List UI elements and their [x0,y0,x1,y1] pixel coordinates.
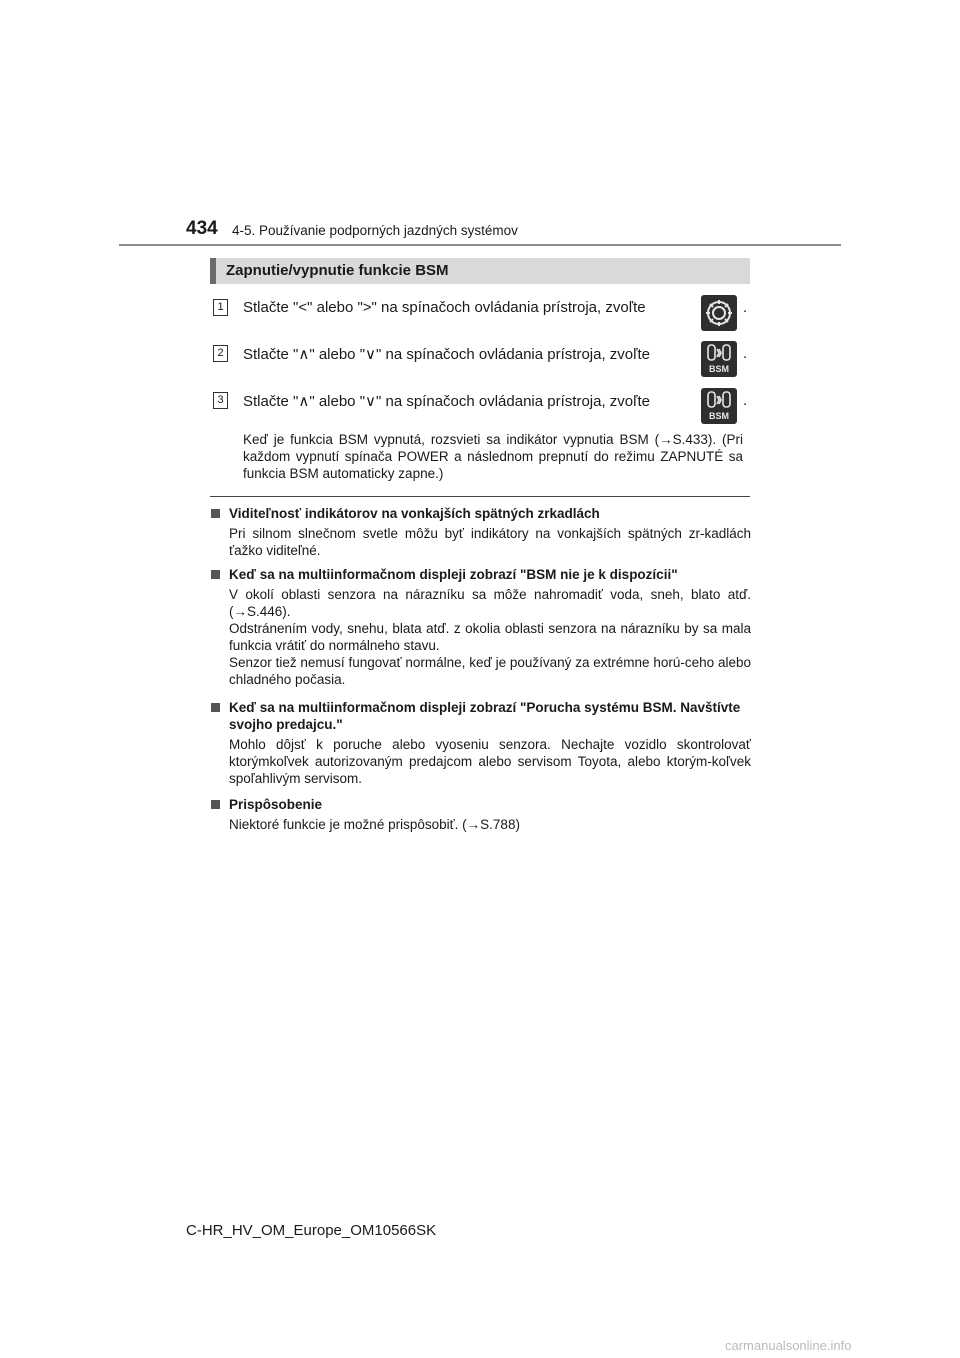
section-heading [210,258,750,284]
info-paragraph: Pri silnom slnečnom svetle môžu byť indikátory na vonkajších spätných zr-kadlách ťažko viditeľné. [229,526,751,558]
bsm-icon-label: BSM [709,411,729,421]
chapter-title: 4-5. Používanie podporných jazdných systémov [232,223,518,238]
gear-icon [701,295,737,331]
info-block-visibility [211,505,751,559]
info-paragraph: Senzor tiež nemusí fungovať normálne, keď je používaný za extrémne horú-ceho alebo chladného počasia. [229,655,751,687]
bsm-icon [701,341,737,377]
square-bullet-icon [211,800,220,809]
step-number: 3 [213,392,228,409]
info-block-title [211,566,751,583]
info-block-body [211,525,751,559]
square-bullet-icon [211,703,220,712]
info-title-text: Prispôsobenie [229,797,323,812]
step-period: . [743,392,748,409]
section-heading-text: Zapnutie/vypnutie funkcie BSM [226,262,449,279]
info-block-unavailable [211,566,751,688]
step-number: 2 [213,345,228,362]
step-text: Stlačte "∧" alebo "∨" na spínačoch ovládania prístroja, zvoľte [243,393,651,410]
info-block-title [211,505,751,522]
info-paragraph: V okolí oblasti senzora na nárazníku sa môže nahromadiť voda, sneh, blato atď. (→S.446). [229,587,751,619]
info-block-customization [211,796,751,833]
bsm-icon [701,388,737,424]
info-block-title [211,796,751,813]
info-paragraph: Odstránením vody, snehu, blata atď. z okolia oblasti senzora na nárazníku by sa mala funkcia vrátiť do normálneho stavu. [229,621,751,653]
info-paragraph: Mohlo dôjsť k poruche alebo vyoseniu senzora. Nechajte vozidlo skontrolovať ktorýmkoľvek autorizovaným predajcom alebo servisom Toyota, alebo ktorým-koľvek spoľahlivým servisom. [229,737,751,786]
step-text: Stlačte "<" alebo ">" na spínačoch ovládania prístroja, zvoľte [243,299,646,316]
step-number: 1 [213,299,228,316]
bsm-icon-label: BSM [709,364,729,374]
square-bullet-icon [211,570,220,579]
info-paragraph: Niektoré funkcie je možné prispôsobiť. (→S.788) [229,817,520,832]
watermark: carmanualsonline.info [725,1338,852,1353]
step-text: Stlačte "∧" alebo "∨" na spínačoch ovládania prístroja, zvoľte [243,346,651,363]
info-title-text: Keď sa na multiinformačnom displeji zobrazí "Porucha systému BSM. Navštívte svojho predajcu." [229,700,741,732]
info-block-body [211,586,751,688]
info-block-title [211,699,751,733]
step-note: Keď je funkcia BSM vypnutá, rozsvieti sa indikátor vypnutia BSM (→S.433). (Pri každom vypnutí spínača POWER a následnom prepnutí do režimu ZAPNUTÉ sa funkcia BSM automaticky zapne.) [243,432,743,481]
info-title-text: Viditeľnosť indikátorov na vonkajších spätných zrkadlách [229,506,600,521]
step-period: . [743,345,748,362]
info-block-body [211,816,751,833]
section-divider [210,496,750,497]
info-block-body [211,736,751,787]
footer-doc-id: C-HR_HV_OM_Europe_OM10566SK [186,1222,437,1239]
page-number: 434 [186,218,218,239]
step-period: . [743,299,748,316]
header-divider [119,244,841,246]
info-block-malfunction [211,699,751,787]
info-title-text: Keď sa na multiinformačnom displeji zobrazí "BSM nie je k dispozícii" [229,567,678,582]
square-bullet-icon [211,509,220,518]
